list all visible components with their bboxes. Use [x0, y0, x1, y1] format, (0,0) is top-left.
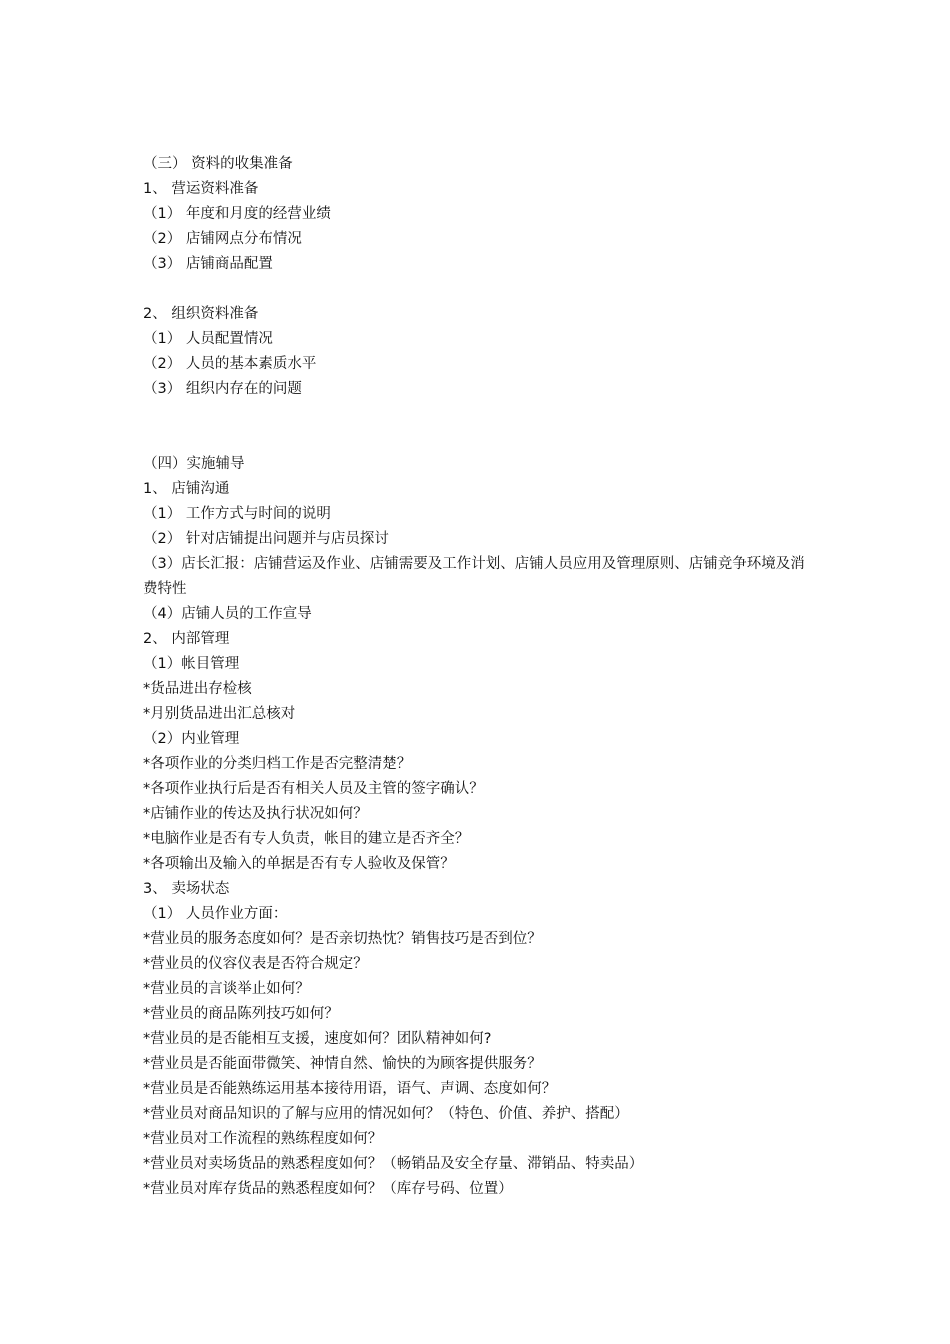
bullet-item: *营业员的言谈举止如何？: [143, 981, 310, 997]
bullet-item: *营业员对库存货品的熟悉程度如何？（库存号码、位置）: [143, 1181, 513, 1197]
blank-line: [143, 402, 813, 452]
bullet-item: *店铺作业的传达及执行状况如何？: [143, 806, 368, 822]
subsection-heading: 2、 内部管理: [143, 631, 230, 647]
bullet-item: *营业员是否能面带微笑、神情自然、愉快的为顾客提供服务？: [143, 1056, 542, 1072]
list-item: （2） 针对店铺提出问题并与店员探讨: [143, 531, 389, 547]
bullet-item: *营业员的商品陈列技巧如何？: [143, 1006, 339, 1022]
bullet-item: *各项作业执行后是否有相关人员及主管的签字确认？: [143, 781, 484, 797]
bullet-item: *营业员对卖场货品的熟悉程度如何？（畅销品及安全存量、滞销品、特卖品）: [143, 1156, 644, 1172]
section-heading: （四）实施辅导: [143, 456, 245, 472]
bullet-item: *营业员的仪容仪表是否符合规定？: [143, 956, 368, 972]
list-item: （2） 人员的基本素质水平: [143, 356, 317, 372]
bullet-item: *货品进出存检核: [143, 681, 252, 697]
list-item: （1） 工作方式与时间的说明: [143, 506, 331, 522]
list-item: （2）内业管理: [143, 731, 240, 747]
subsection-heading: 1、 店铺沟通: [143, 481, 230, 497]
subsection-heading: 2、 组织资料准备: [143, 306, 259, 322]
section-heading: （三） 资料的收集准备: [143, 156, 293, 172]
bullet-item: *营业员的是否能相互支援，速度如何？团队精神如何?: [143, 1031, 492, 1047]
list-item: （3） 组织内存在的问题: [143, 381, 302, 397]
bullet-item: *各项作业的分类归档工作是否完整清楚？: [143, 756, 412, 772]
bullet-item: *营业员对商品知识的了解与应用的情况如何？（特色、价值、养护、搭配）: [143, 1106, 629, 1122]
list-item: （1） 年度和月度的经营业绩: [143, 206, 331, 222]
subsection-heading: 1、 营运资料准备: [143, 181, 259, 197]
bullet-item: *电脑作业是否有专人负责，帐目的建立是否齐全？: [143, 831, 470, 847]
list-item: （2） 店铺网点分布情况: [143, 231, 302, 247]
list-item: （1） 人员作业方面：: [143, 906, 288, 922]
bullet-item: *营业员对工作流程的熟练程度如何？: [143, 1131, 383, 1147]
list-item: （1）帐目管理: [143, 656, 240, 672]
list-item: （4）店铺人员的工作宣导: [143, 606, 312, 622]
document-body: [143, 152, 813, 1202]
list-item: （3） 店铺商品配置: [143, 256, 273, 272]
list-item: （3）店长汇报：店铺营运及作业、店铺需要及工作计划、店铺人员应用及管理原则、店铺竞争环境及消费特性: [143, 556, 805, 597]
bullet-item: *营业员的服务态度如何？是否亲切热忱？销售技巧是否到位？: [143, 931, 542, 947]
bullet-item: *月别货品进出汇总核对: [143, 706, 296, 722]
list-item: （1） 人员配置情况: [143, 331, 273, 347]
blank-line: [143, 277, 813, 302]
subsection-heading: 3、 卖场状态: [143, 881, 230, 897]
bullet-item: *各项输出及输入的单据是否有专人验收及保管？: [143, 856, 455, 872]
bullet-item: *营业员是否能熟练运用基本接待用语，语气、声调、态度如何？: [143, 1081, 557, 1097]
